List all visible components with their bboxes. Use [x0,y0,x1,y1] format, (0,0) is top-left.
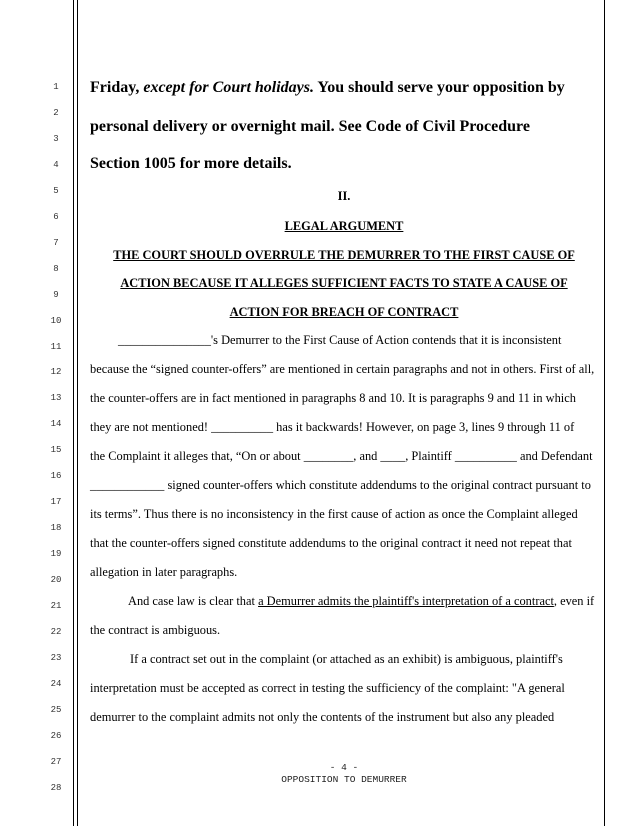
line-number: 25 [50,704,62,715]
body-line-1 [90,79,598,97]
line-number: 18 [50,523,62,534]
line-number: 6 [53,211,59,222]
paragraph-line: the counter-offers are in fact mentioned in paragraphs 8 and 10. It is paragraphs 9 and 11 in which [90,391,576,405]
line-number: 8 [53,263,59,274]
line-number: 3 [53,133,59,144]
argument-heading-line-2: ACTION BECAUSE IT ALLEGES SUFFICIENT FACTS TO STATE A CAUSE OF [120,276,568,290]
line-number: 9 [53,289,59,300]
line-number: 27 [50,756,62,767]
paragraph-line: the Complaint it alleges that, “On or about ________, and ____, Plaintiff __________ and Defendant [90,449,593,463]
paragraph-line: ____________ signed counter-offers which constitute addendums to the original contract pursuant to [90,478,591,492]
line-number: 26 [50,730,62,741]
line-number: 24 [50,678,62,689]
left-margin-rule-outer [73,0,74,826]
line-number: 14 [50,419,62,430]
line-number: 11 [50,341,62,352]
line-number: 16 [50,471,62,482]
body-line-3: Section 1005 for more details. [90,155,292,172]
paragraph-line [128,594,600,608]
section-number: II. [337,189,351,203]
text-span: You should serve your opposition by [314,79,565,96]
section-title: LEGAL ARGUMENT [284,219,404,233]
quote-line: If a contract set out in the complaint (or attached as an exhibit) is ambiguous, plaintiff's [130,652,563,666]
text-span-italic: except for Court holidays. [143,79,315,96]
line-number: 20 [50,575,62,586]
line-number: 10 [50,315,62,326]
paragraph-line: that the counter-offers signed constitute addendums to the original contract it need not repeat that [90,536,572,550]
line-number: 15 [50,445,62,456]
argument-heading-line-1: THE COURT SHOULD OVERRULE THE DEMURRER TO THE FIRST CAUSE OF [113,248,575,262]
line-number: 5 [53,185,59,196]
document-title-footer: OPPOSITION TO DEMURRER [281,774,407,785]
text-span: Friday, [90,79,140,96]
quote-line: demurrer to the complaint admits not only the contents of the instrument but also any pleaded [90,710,555,724]
page-number: - 4 - [329,762,359,773]
text-span: And case law is clear that [128,594,259,608]
paragraph-line: allegation in later paragraphs. [90,565,238,579]
line-number: 23 [50,652,62,663]
line-number: 28 [50,782,62,793]
left-margin-rule-inner [77,0,78,826]
paragraph-line: the contract is ambiguous. [90,623,221,637]
line-number: 4 [53,159,59,170]
paragraph-line: they are not mentioned! __________ has it backwards! However, on page 3, lines 9 through 11 of [90,420,575,434]
body-line-2: personal delivery or overnight mail. See Code of Civil Procedure [90,118,530,135]
paragraph-line: because the “signed counter-offers” are mentioned in certain paragraphs and not in others. First of all, [90,362,595,376]
line-number: 17 [50,497,62,508]
paragraph-line: _______________'s Demurrer to the First Cause of Action contends that it is inconsistent [118,333,562,347]
line-number: 21 [50,601,62,611]
line-number: 19 [50,549,62,560]
line-number: 2 [53,107,59,118]
quote-line: interpretation must be accepted as correct in testing the sufficiency of the complaint: "A general [90,681,565,695]
argument-heading-line-3: ACTION FOR BREACH OF CONTRACT [229,305,459,319]
line-number: 13 [50,393,62,404]
line-number: 22 [50,626,62,637]
line-number: 1 [53,82,59,92]
line-number: 7 [53,237,59,248]
line-number: 12 [50,367,62,378]
text-span: , even if [553,594,595,608]
text-span-underlined: a Demurrer admits the plaintiff's interpretation of a contract [258,594,554,608]
paragraph-line: its terms”. Thus there is no inconsistency in the first cause of action as once the Complaint alleged [90,507,578,521]
right-margin-rule [604,0,605,826]
